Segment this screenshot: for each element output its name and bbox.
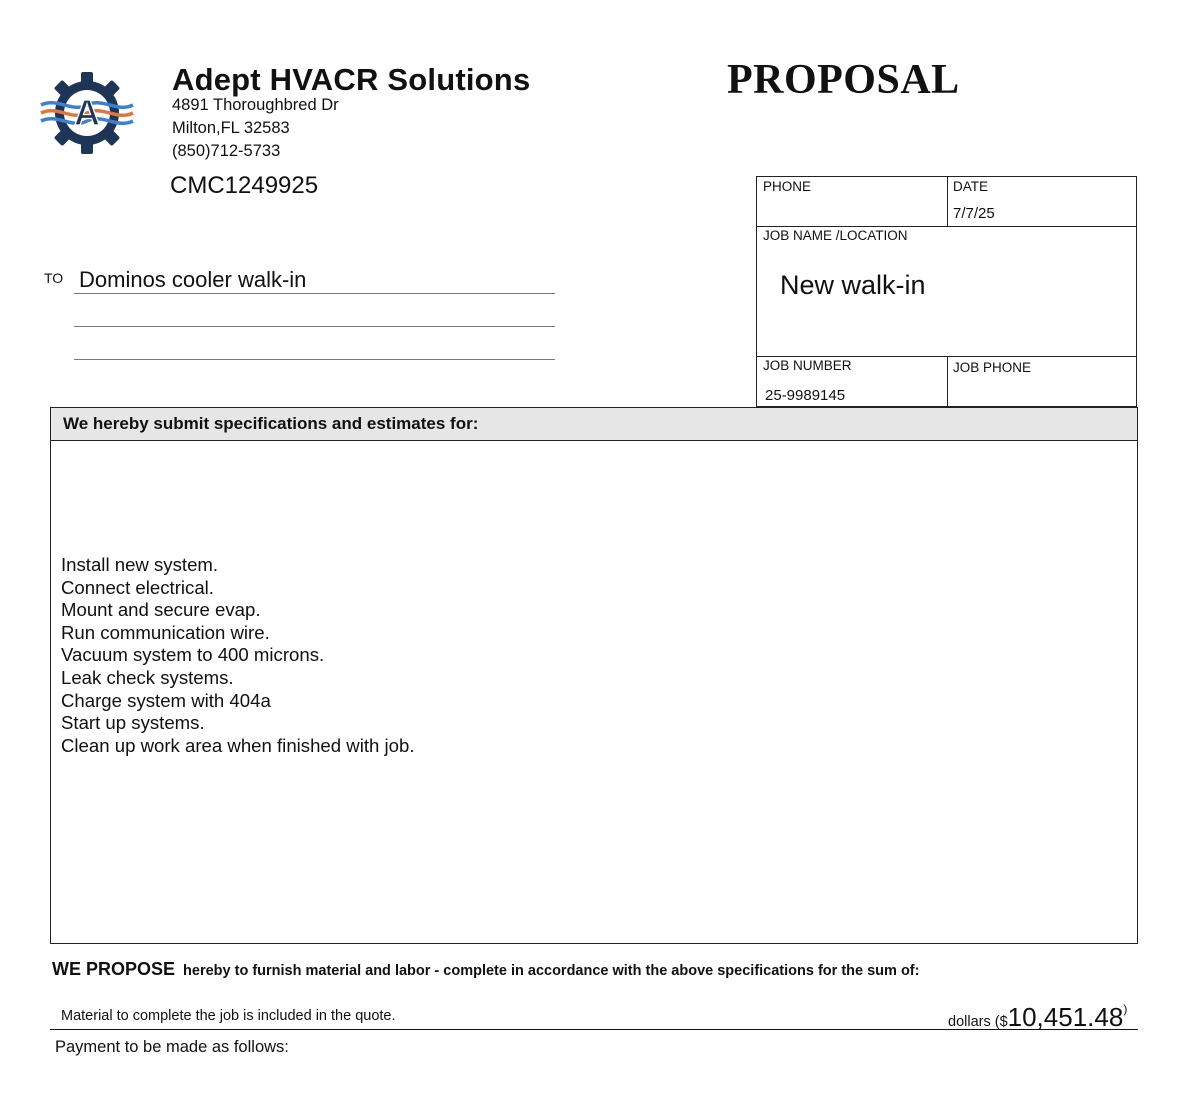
sum-underline	[50, 1029, 1138, 1030]
document-title: PROPOSAL	[727, 57, 960, 103]
spec-item: Start up systems.	[61, 712, 205, 734]
job-number-label: JOB NUMBER	[763, 358, 852, 373]
job-phone-cell[interactable]	[947, 356, 1136, 406]
dollars-prefix: dollars ($	[948, 1014, 1008, 1030]
company-logo	[38, 72, 136, 154]
job-name-cell[interactable]	[757, 226, 1136, 357]
spec-item: Clean up work area when finished with job.	[61, 734, 415, 756]
we-propose-text: hereby to furnish material and labor - complete in accordance with the above specifications for the sum of:	[183, 963, 920, 979]
company-address-line2: Milton,FL 32583	[172, 119, 290, 137]
date-cell[interactable]	[947, 177, 1136, 227]
to-label: TO	[44, 270, 64, 286]
to-line-1	[74, 293, 555, 294]
spec-item: Connect electrical.	[61, 576, 214, 598]
spec-item: Install new system.	[61, 554, 219, 575]
specifications-body[interactable]	[50, 440, 1138, 944]
logo-letter: A	[74, 92, 100, 133]
company-address-line1: 4891 Thoroughbred Dr	[172, 96, 339, 114]
specifications-header-text: We hereby submit specifications and estimates for:	[63, 414, 479, 433]
date-label: DATE	[953, 179, 989, 194]
phone-label: PHONE	[763, 179, 812, 194]
job-phone-label: JOB PHONE	[953, 360, 1032, 375]
job-number-cell[interactable]	[757, 356, 948, 406]
to-line-2[interactable]	[74, 326, 555, 327]
specifications-list	[61, 554, 414, 757]
to-value[interactable]: Dominos cooler walk-in	[79, 267, 307, 292]
spec-item: Leak check systems.	[61, 666, 234, 688]
amount-value: 10,451.48	[1007, 1002, 1124, 1032]
company-phone: (850)712-5733	[172, 142, 281, 160]
specifications-header	[50, 407, 1138, 441]
spec-item: Vacuum system to 400 microns.	[61, 644, 325, 666]
company-name: Adept HVACR Solutions	[172, 62, 531, 97]
spec-item: Run communication wire.	[61, 621, 270, 643]
phone-cell[interactable]	[757, 177, 948, 227]
spec-item: Mount and secure evap.	[61, 599, 261, 621]
we-propose-lead: WE PROPOSE	[52, 959, 176, 979]
job-info-box	[756, 176, 1137, 407]
to-line-3[interactable]	[74, 359, 555, 360]
material-note: Material to complete the job is included in the quote.	[61, 1008, 396, 1024]
payment-terms-label: Payment to be made as follows:	[55, 1038, 289, 1056]
job-name-label: JOB NAME /LOCATION	[763, 228, 908, 243]
spec-item: Charge system with 404a	[61, 689, 271, 711]
job-name-value: New walk-in	[780, 270, 926, 300]
dollars-suffix: )	[1123, 1002, 1128, 1016]
we-propose-statement	[52, 959, 919, 980]
job-number-value: 25-9989145	[765, 387, 846, 404]
license-number: CMC1249925	[170, 172, 319, 199]
date-value: 7/7/25	[953, 205, 995, 222]
